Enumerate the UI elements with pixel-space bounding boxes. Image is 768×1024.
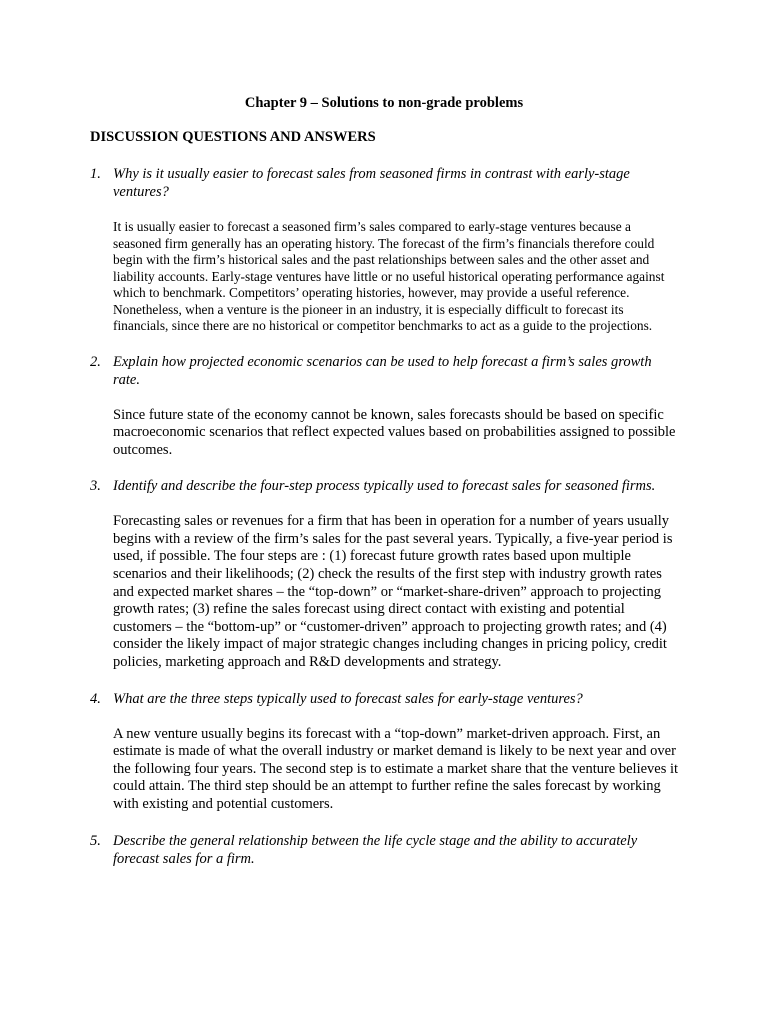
answer-text: Forecasting sales or revenues for a firm that has been in operation for a number of years usually begins with a review of the firm’s sales for the past several years. Typically, a five-year period is used, if possible. The four steps are : (1) forecast future growth rates based upon multiple scenarios and their likelihoods; (2) check the results of the first step with industry growth rates and expected market shares – the “top-down” or “market-share-driven” approach to projecting growth rates; (3) refine the sales forecast using direct contact with existing and potential customers – the “bottom-up” or “customer-driven” approach to projecting growth rates; and (4) consider the likely impact of major strategic changes including changes in pricing policy, credit policies, marketing approach and R&D developments and strategy. (113, 513, 673, 671)
question-text: Identify and describe the four-step process typically used to forecast sales for seasoned firms. (113, 478, 656, 495)
list-item (90, 477, 680, 671)
question-number: 3. (90, 478, 101, 495)
list-item (90, 832, 680, 868)
list-item (90, 690, 680, 814)
answer-text: It is usually easier to forecast a seasoned firm’s sales compared to early-stage ventures because a seasoned firm generally has an operating history. The forecast of the firm’s financials therefore could begin with the firm’s historical sales and the past relationships between sales and the other asset and liability accounts. Early-stage ventures have little or no useful historical operating performance against which to benchmark. Competitors’ operating histories, however, may provide a useful reference. Nonetheless, when a venture is the pioneer in an industry, it is especially difficult to forecast its financials, since there are no historical or competitor benchmarks to act as a guide to the projections. (113, 219, 665, 333)
list-item (90, 353, 680, 460)
question-number: 4. (90, 690, 101, 707)
list-item (90, 165, 680, 335)
question-text: What are the three steps typically used to forecast sales for early-stage ventures? (113, 690, 583, 707)
section-heading: DISCUSSION QUESTIONS AND ANSWERS (90, 129, 376, 145)
question-number: 2. (90, 353, 101, 370)
question-number: 1. (90, 166, 101, 182)
question-text: Describe the general relationship between the life cycle stage and the ability to accurately forecast sales for a firm. (113, 832, 638, 867)
question-list (90, 165, 680, 886)
question-text: Explain how projected economic scenarios can be used to help forecast a firm’s sales growth rate. (113, 353, 652, 388)
answer-text: Since future state of the economy cannot be known, sales forecasts should be based on specific macroeconomic scenarios that reflect expected values based on probabilities assigned to possible outcomes. (113, 406, 676, 458)
question-text: Why is it usually easier to forecast sales from seasoned firms in contrast with early-stage ventures? (113, 166, 630, 200)
document-title: Chapter 9 – Solutions to non-grade problems (244, 95, 524, 111)
question-number: 5. (90, 832, 101, 849)
answer-text: A new venture usually begins its forecast with a “top-down” market-driven approach. First, an estimate is made of what the overall industry or market demand is likely to be next year and over the following four years. The second step is to estimate a market share that the venture believes it could attain. The third step should be an attempt to further refine the sales forecast by working with existing and potential customers. (113, 725, 679, 812)
